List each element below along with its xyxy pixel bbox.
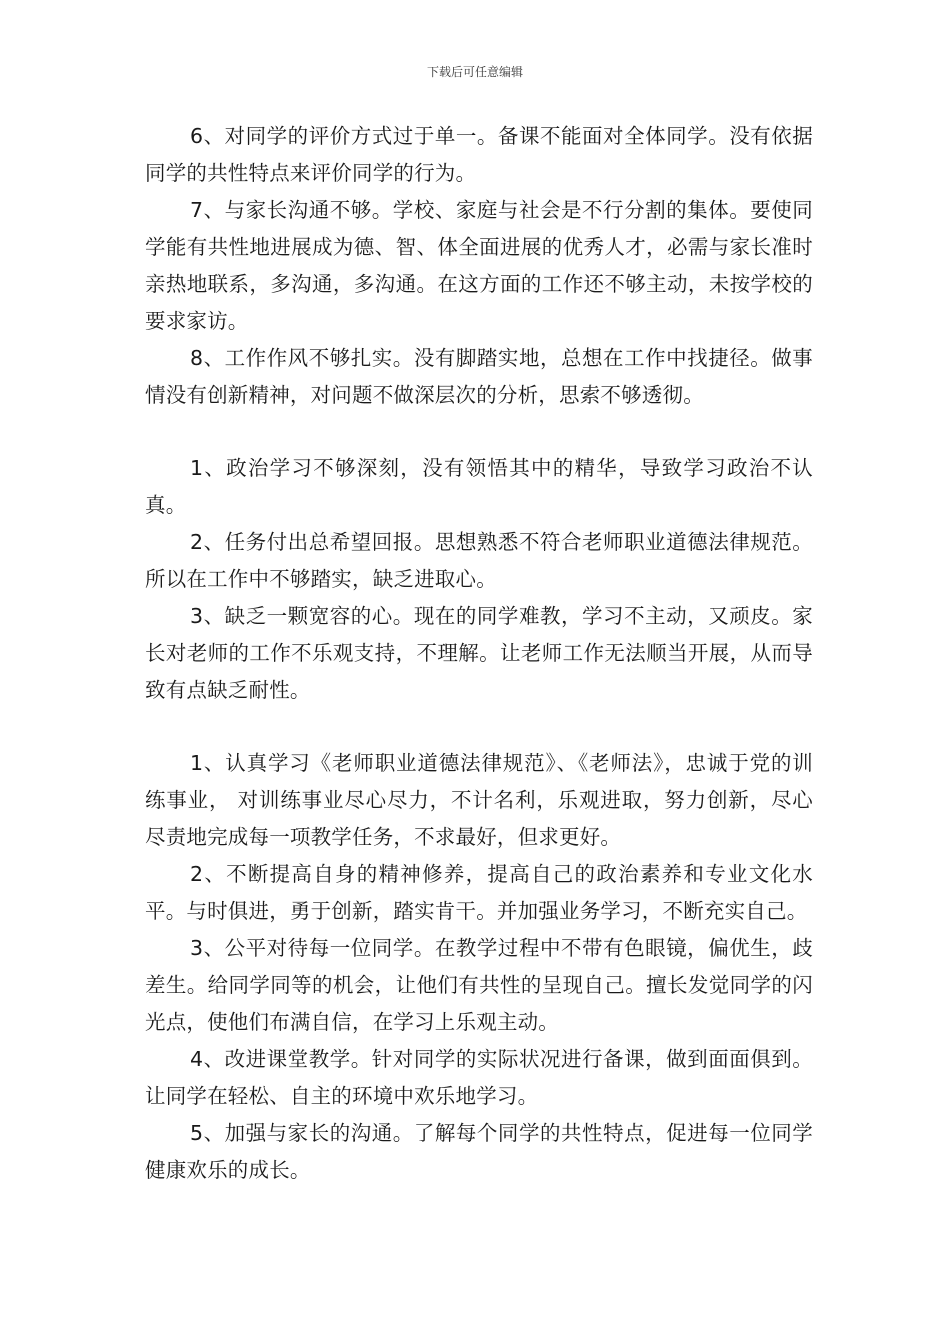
paragraph: 3、缺乏一颗宽容的心。现在的同学难教，学习不主动，又顽皮。家长对老师的工作不乐观支持，不理解。让老师工作无法顺当开展，从而导致有点缺乏耐性。 [145, 604, 813, 702]
paragraph: 3、公平对待每一位同学。在教学过程中不带有色眼镜，偏优生，歧差生。给同学同等的机会，让他们有共性的呈现自己。擅长发觉同学的闪光点，使他们布满自信，在学习上乐观主动。 [145, 936, 813, 1034]
paragraph: 2、任务付出总希望回报。思想熟悉不符合老师职业道德法律规范。所以在工作中不够踏实，缺乏进取心。 [145, 530, 813, 591]
document-body [145, 118, 813, 1189]
paragraph: 1、认真学习《老师职业道德法律规范》、《老师法》，忠诚于党的训练事业， 对训练事业尽心尽力，不计名利，乐观进取，努力创新，尽心尽责地完成每一项教学任务，不求最好，但求更好。 [145, 751, 813, 849]
section-gap [145, 709, 813, 745]
paragraph: 7、与家长沟通不够。学校、家庭与社会是不行分割的集体。要使同学能有共性地进展成为德、智、体全面进展的优秀人才，必需与家长准时亲热地联系，多沟通，多沟通。在这方面的工作还不够主动，未按学校的要求家访。 [145, 198, 813, 333]
paragraph: 2、不断提高自身的精神修养，提高自己的政治素养和专业文化水平。与时俱进，勇于创新，踏实肯干。并加强业务学习，不断充实自己。 [145, 862, 813, 923]
paragraph: 6、对同学的评价方式过于单一。备课不能面对全体同学。没有依据同学的共性特点来评价同学的行为。 [145, 124, 813, 185]
paragraph: 8、工作作风不够扎实。没有脚踏实地，总想在工作中找捷径。做事情没有创新精神，对问题不做深层次的分析，思索不够透彻。 [145, 346, 813, 407]
paragraph: 5、加强与家长的沟通。了解每个同学的共性特点，促进每一位同学健康欢乐的成长。 [145, 1121, 813, 1182]
paragraph: 1、政治学习不够深刻，没有领悟其中的精华，导致学习政治不认真。 [145, 456, 813, 517]
section-gap [145, 414, 813, 450]
paragraph: 4、改进课堂教学。针对同学的实际状况进行备课，做到面面俱到。让同学在轻松、自主的环境中欢乐地学习。 [145, 1047, 813, 1108]
header-note: 下载后可任意编辑 [426, 65, 523, 79]
